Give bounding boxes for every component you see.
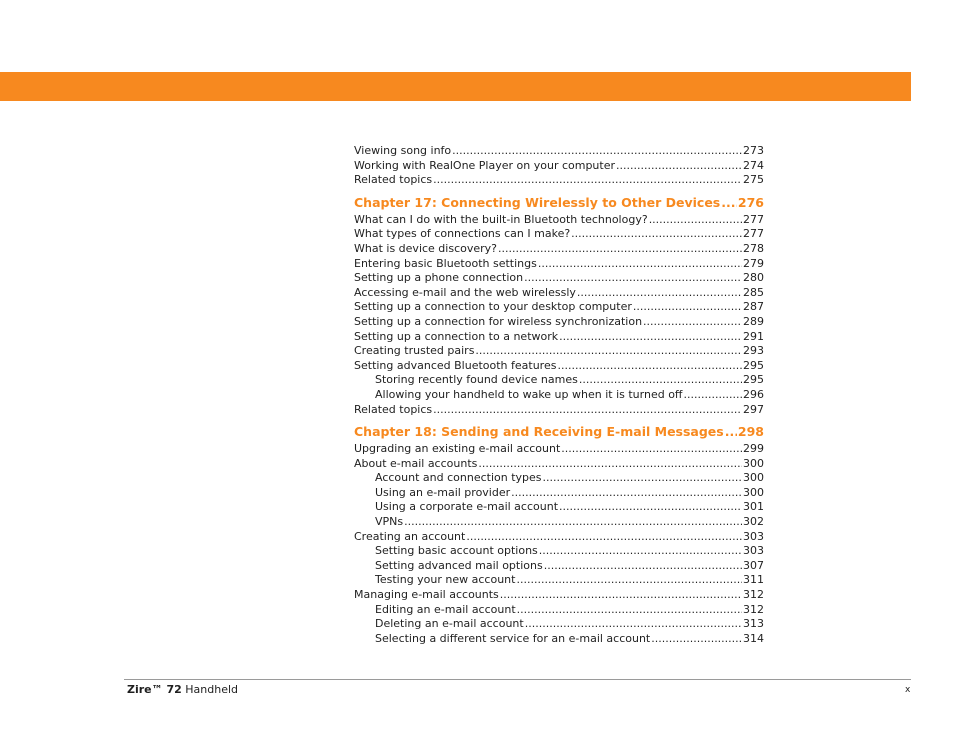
toc-page-number: 274 — [743, 158, 764, 172]
toc-entry-title: Chapter 17: Connecting Wirelessly to Other Devices — [354, 194, 721, 210]
toc-dot-leader — [684, 388, 742, 403]
footer-product-rest: Handheld — [181, 683, 239, 696]
toc-page-number: 291 — [743, 329, 764, 343]
toc-entry-title: Managing e-mail accounts — [354, 588, 499, 602]
toc-entry-title: Setting up a connection to a network — [354, 329, 559, 343]
footer-divider — [124, 679, 911, 680]
toc-subentry[interactable] — [354, 573, 764, 588]
toc-page-number: 303 — [743, 529, 764, 543]
toc-page-number: 312 — [743, 602, 764, 616]
toc-entry-title: Setting advanced mail options — [375, 558, 543, 572]
toc-page-number: 313 — [743, 617, 764, 631]
footer-product-bold: Zire™ 72 — [127, 683, 182, 696]
header-accent-bar — [0, 72, 911, 101]
toc-entry-title: Selecting a different service for an e-mail account — [375, 631, 651, 645]
toc-subentry[interactable] — [354, 515, 764, 530]
toc-entry[interactable] — [354, 359, 764, 374]
toc-dot-leader — [725, 423, 737, 440]
toc-dot-leader — [511, 486, 742, 501]
toc-entry-title: Using an e-mail provider — [375, 485, 511, 499]
toc-entry-title: Using a corporate e-mail account — [375, 500, 559, 514]
toc-subentry[interactable] — [354, 486, 764, 501]
toc-page-number: 276 — [737, 194, 764, 210]
toc-subentry[interactable] — [354, 617, 764, 632]
toc-page-number: 285 — [743, 285, 764, 299]
toc-page-number: 307 — [743, 558, 764, 572]
toc-page-number: 277 — [743, 212, 764, 226]
toc-page-number: 300 — [743, 471, 764, 485]
toc-dot-leader — [633, 300, 742, 315]
toc-dot-leader — [557, 359, 742, 374]
toc-entry[interactable] — [354, 242, 764, 257]
toc-entry[interactable] — [354, 300, 764, 315]
toc-dot-leader — [539, 544, 742, 559]
toc-entry-title: Setting basic account options — [375, 544, 538, 558]
toc-entry[interactable] — [354, 227, 764, 242]
toc-entry[interactable] — [354, 344, 764, 359]
toc-entry[interactable] — [354, 403, 764, 418]
toc-subentry[interactable] — [354, 544, 764, 559]
toc-dot-leader — [616, 159, 742, 174]
toc-entry[interactable] — [354, 159, 764, 174]
toc-dot-leader — [478, 457, 742, 472]
toc-dot-leader — [500, 588, 742, 603]
toc-page-number: 298 — [737, 424, 764, 440]
footer-product-name — [127, 683, 238, 696]
toc-entry-title: Testing your new account — [375, 573, 516, 587]
toc-entry-title: Setting up a connection for wireless synchronization — [354, 314, 643, 328]
toc-subentry[interactable] — [354, 373, 764, 388]
toc-page-number: 295 — [743, 358, 764, 372]
toc-page-number: 280 — [743, 271, 764, 285]
toc-page-number: 302 — [743, 515, 764, 529]
footer-page-number: x — [905, 685, 911, 695]
toc-entry-title: Account and connection types — [375, 471, 542, 485]
toc-entry-title: Storing recently found device names — [375, 373, 578, 387]
toc-dot-leader — [561, 442, 742, 457]
toc-page-number: 299 — [743, 442, 764, 456]
toc-page-number: 296 — [743, 387, 764, 401]
toc-dot-leader — [579, 373, 742, 388]
toc-page-number: 275 — [743, 173, 764, 187]
toc-page-number: 303 — [743, 544, 764, 558]
toc-entry-title: VPNs — [375, 515, 404, 529]
toc-page-number: 297 — [743, 402, 764, 416]
toc-subentry[interactable] — [354, 603, 764, 618]
toc-page-number: 301 — [743, 500, 764, 514]
toc-dot-leader — [516, 573, 742, 588]
toc-dot-leader — [498, 242, 742, 257]
toc-page-number: 287 — [743, 300, 764, 314]
toc-entry[interactable] — [354, 213, 764, 228]
toc-page-number: 289 — [743, 314, 764, 328]
toc-entry-title: What is device discovery? — [354, 241, 498, 255]
table-of-contents — [354, 144, 764, 646]
toc-entry-title: Allowing your handheld to wake up when it is turned off — [375, 387, 683, 401]
toc-dot-leader — [577, 286, 742, 301]
toc-entry-title: Setting advanced Bluetooth features — [354, 358, 557, 372]
toc-dot-leader — [466, 530, 742, 545]
toc-entry-title: What can I do with the built-in Bluetooth technology? — [354, 212, 648, 226]
toc-entry-title: Creating an account — [354, 529, 466, 543]
toc-entry-title: Editing an e-mail account — [375, 602, 516, 616]
toc-entry-title: Working with RealOne Player on your computer — [354, 158, 616, 172]
toc-entry[interactable] — [354, 173, 764, 188]
toc-entry[interactable] — [354, 315, 764, 330]
toc-page-number: 278 — [743, 241, 764, 255]
toc-dot-leader — [543, 471, 742, 486]
toc-page-number: 311 — [743, 573, 764, 587]
toc-entry[interactable] — [354, 144, 764, 159]
toc-page-number: 312 — [743, 588, 764, 602]
toc-page-number: 300 — [743, 485, 764, 499]
toc-dot-leader — [544, 559, 742, 574]
toc-dot-leader — [538, 257, 742, 272]
toc-dot-leader — [651, 632, 742, 647]
toc-entry[interactable] — [354, 271, 764, 286]
toc-page-number: 300 — [743, 456, 764, 470]
toc-dot-leader — [404, 515, 742, 530]
toc-subentry[interactable] — [354, 632, 764, 647]
toc-dot-leader — [525, 617, 742, 632]
toc-entry-title: Setting up a phone connection — [354, 271, 524, 285]
toc-page-number: 273 — [743, 144, 764, 157]
toc-chapter-heading[interactable] — [354, 194, 764, 211]
toc-page-number: 295 — [743, 373, 764, 387]
toc-dot-leader — [649, 213, 742, 228]
toc-entry[interactable] — [354, 588, 764, 603]
toc-entry-title: Upgrading an existing e-mail account — [354, 442, 561, 456]
toc-entry-title: About e-mail accounts — [354, 456, 478, 470]
toc-entry-title: Related topics — [354, 402, 433, 416]
toc-entry[interactable] — [354, 286, 764, 301]
toc-dot-leader — [559, 500, 742, 515]
toc-entry-title: Setting up a connection to your desktop computer — [354, 300, 632, 314]
toc-dot-leader — [433, 403, 742, 418]
toc-entry-title: Entering basic Bluetooth settings — [354, 256, 537, 270]
toc-subentry[interactable] — [354, 500, 764, 515]
toc-entry-title: Viewing song info — [354, 144, 452, 157]
toc-dot-leader — [452, 144, 742, 159]
toc-entry[interactable] — [354, 257, 764, 272]
toc-entry-title: Chapter 18: Sending and Receiving E-mail Messages — [354, 424, 724, 440]
toc-dot-leader — [433, 173, 742, 188]
toc-entry-title: What types of connections can I make? — [354, 227, 571, 241]
toc-subentry[interactable] — [354, 388, 764, 403]
toc-entry-title: Related topics — [354, 173, 433, 187]
toc-dot-leader — [643, 315, 742, 330]
toc-page-number: 293 — [743, 344, 764, 358]
toc-dot-leader — [721, 194, 737, 211]
toc-entry-title: Accessing e-mail and the web wirelessly — [354, 285, 576, 299]
toc-entry-title: Deleting an e-mail account — [375, 617, 524, 631]
toc-page-number: 277 — [743, 227, 764, 241]
toc-subentry[interactable] — [354, 471, 764, 486]
toc-entry[interactable] — [354, 457, 764, 472]
toc-entry[interactable] — [354, 530, 764, 545]
toc-dot-leader — [517, 603, 742, 618]
toc-entry-title: Creating trusted pairs — [354, 344, 475, 358]
toc-dot-leader — [475, 344, 742, 359]
toc-subentry[interactable] — [354, 559, 764, 574]
toc-page-number: 279 — [743, 256, 764, 270]
toc-page-number: 314 — [743, 631, 764, 645]
toc-dot-leader — [524, 271, 742, 286]
toc-dot-leader — [559, 330, 742, 345]
toc-entry[interactable] — [354, 330, 764, 345]
toc-entry[interactable] — [354, 442, 764, 457]
toc-dot-leader — [571, 227, 742, 242]
toc-chapter-heading[interactable] — [354, 423, 764, 440]
